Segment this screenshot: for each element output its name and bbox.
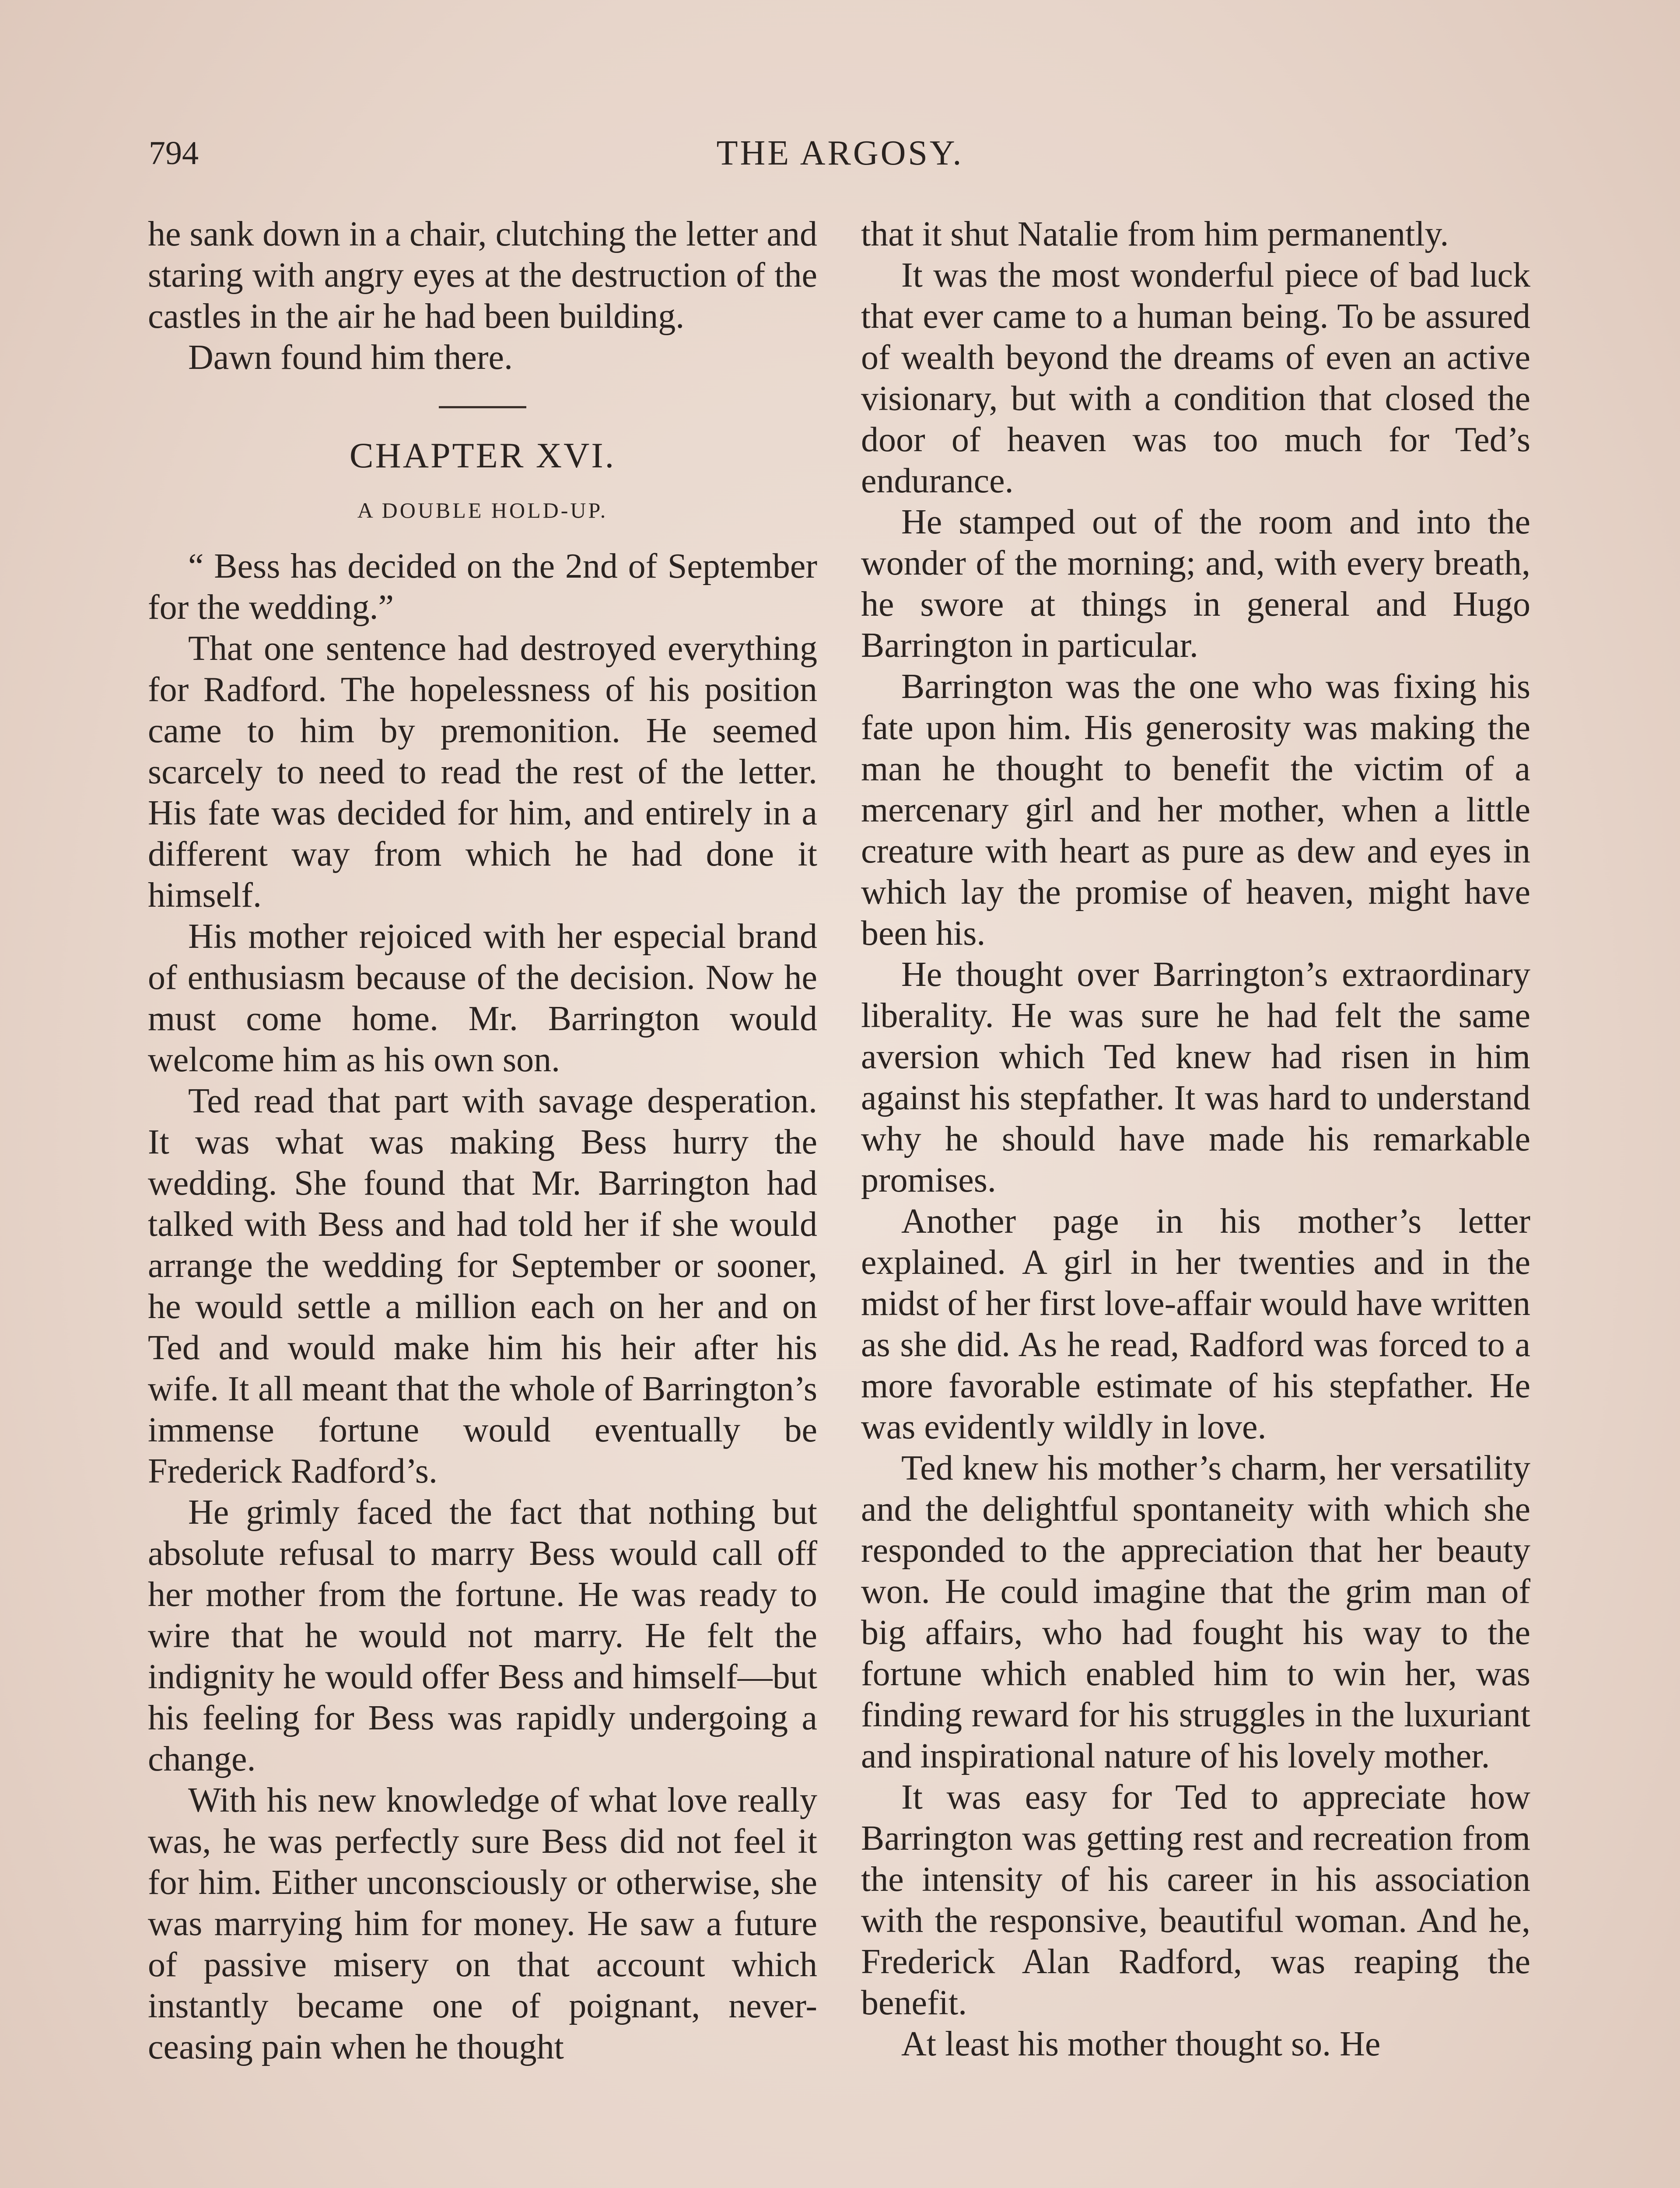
- paragraph: Dawn found him there.: [188, 338, 513, 377]
- paragraph: At least his mother thought so. He: [901, 2025, 1381, 2063]
- paragraph: He stamped out of the room and into the wonder of the morning; and, with every breath, he swore at things in general and Hugo Barrington in particular.: [861, 503, 1530, 665]
- paragraph: His mother rejoiced with her especial brand of enthusiasm because of the decision. Now he must come home. Mr. Barrington would welcome him as his own son.: [148, 917, 817, 1079]
- paragraph: With his new knowledge of what love really was, he was perfectly sure Bess did not feel it for him. Either unconsciously or otherwise, she was marrying him for money. He saw a future of passive misery on that account which instantly became one of poignant, never-ceasing pain when he thought: [148, 1781, 817, 2066]
- paragraph: He thought over Barrington’s extraordinary liberality. He was sure he had felt the same aversion which Ted knew had risen in him against his stepfather. It was hard to understand why he should have made his remarkable promises.: [861, 955, 1530, 1199]
- paragraph: Ted read that part with savage desperation. It was what was making Bess hurry the wedding. She found that Mr. Barrington had talked with Bess and had told her if she would arrange the wedding for September or sooner, he would settle a million each on her and on Ted and would make him his heir after his wife. It all meant that the whole of Barrington’s immense fortune would eventually be Frederick Radford’s.: [148, 1082, 817, 1490]
- paragraph: Barrington was the one who was fixing his fate upon him. His generosity was making the man he thought to benefit the victim of a mercenary girl and her mother, when a little creature with heart as pure as dew and eyes in which lay the promise of heaven, might have been his.: [861, 667, 1530, 953]
- paragraph: It was the most wonderful piece of bad luck that ever came to a human being. To be assured of wealth beyond the dreams of even an active visionary, but with a condition that closed the door of heaven was too much for Ted’s endurance.: [861, 256, 1530, 500]
- paragraph: that it shut Natalie from him permanently.: [861, 215, 1449, 253]
- paragraph: It was easy for Ted to appreciate how Barrington was getting rest and recreation from the intensity of his career in his association with the responsive, beautiful woman. And he, Frederick Alan Radford, was reaping the benefit.: [861, 1778, 1530, 2022]
- page-number: 794: [149, 135, 199, 172]
- chapter-subtitle: A DOUBLE HOLD-UP.: [357, 498, 608, 522]
- paragraph: he sank down in a chair, clutching the letter and staring with angry eyes at the destruction of the castles in the air he had been building.: [148, 215, 817, 336]
- section-divider: [439, 406, 526, 408]
- running-head: THE ARGOSY.: [716, 134, 964, 172]
- paragraph: Another page in his mother’s letter explained. A girl in her twenties and in the midst of her first love-affair would have written as she did. As he read, Radford was forced to a more favorable estimate of his stepfather. He was evidently wildly in love.: [861, 1202, 1530, 1446]
- paragraph: He grimly faced the fact that nothing but absolute refusal to marry Bess would call off her mother from the fortune. He was ready to wire that he would not marry. He felt the indignity he would offer Bess and himself—but his feeling for Bess was rapidly undergoing a change.: [148, 1493, 817, 1778]
- paragraph: That one sentence had destroyed everything for Radford. The hopelessness of his position came to him by premonition. He seemed scarcely to need to read the rest of the letter. His fate was decided for him, and entirely in a different way from which he had done it himself.: [148, 629, 817, 915]
- chapter-title: CHAPTER XVI.: [349, 435, 616, 475]
- left-column: [148, 214, 817, 2068]
- right-column: [861, 214, 1530, 2065]
- paragraph: “ Bess has decided on the 2nd of September for the wedding.”: [148, 547, 817, 627]
- paragraph: Ted knew his mother’s charm, her versatility and the delightful spontaneity with which she responded to the appreciation that her beauty won. He could imagine that the grim man of big affairs, who had fought his way to the fortune which enabled him to win her, was finding reward for his struggles in the luxuriant and inspirational nature of his lovely mother.: [861, 1449, 1530, 1775]
- page-header: [149, 131, 1531, 184]
